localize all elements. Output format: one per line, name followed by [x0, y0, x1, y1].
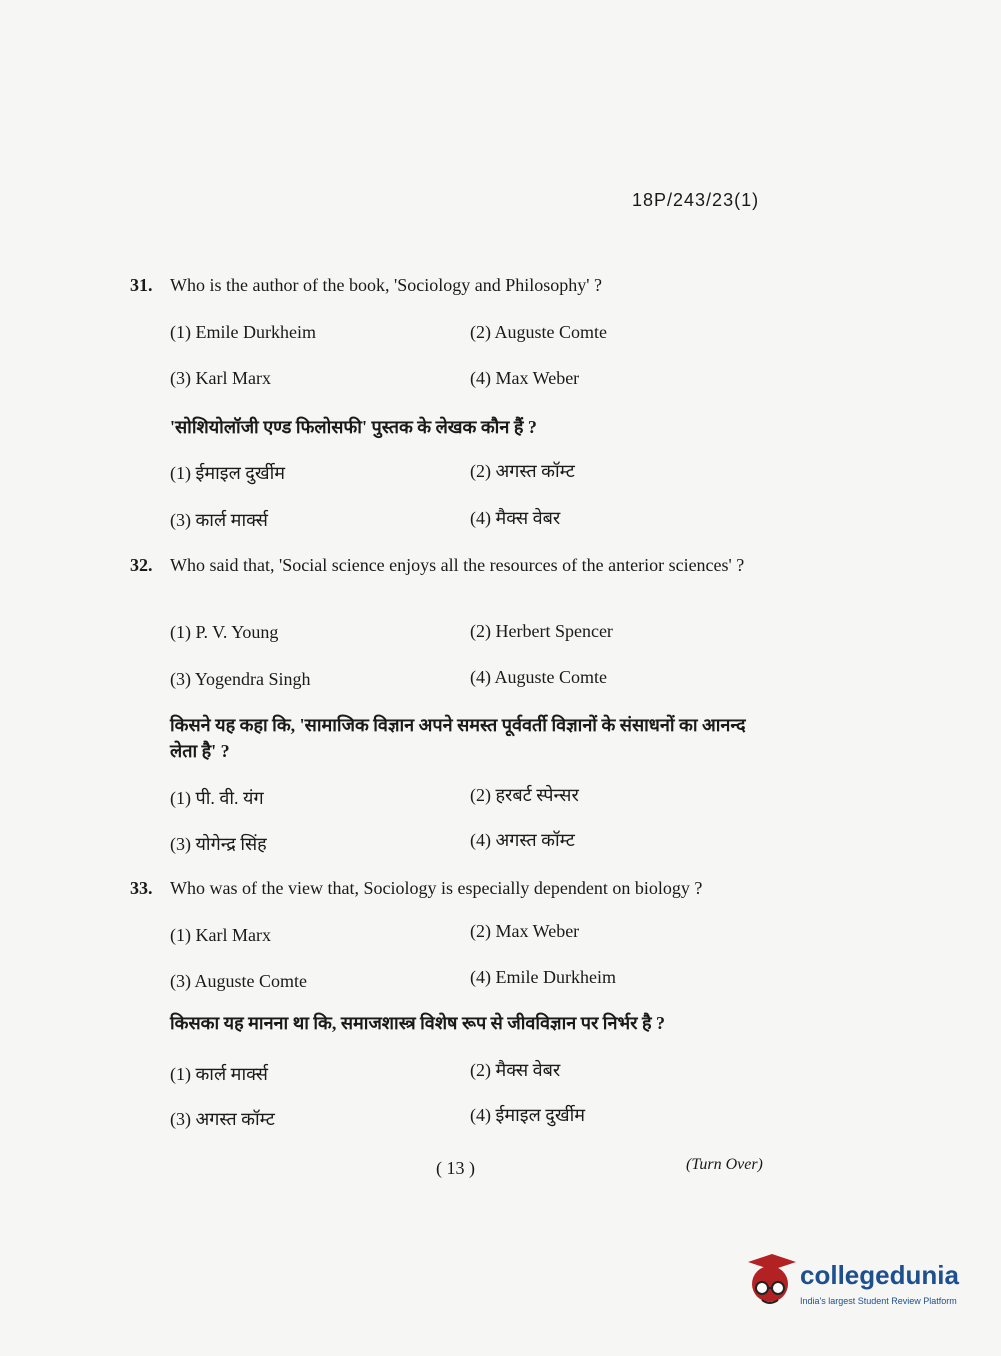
option-en: (3) Yogendra Singh [170, 669, 311, 689]
option-en: (3) Karl Marx [170, 368, 271, 388]
option-hi: (4) अगस्त कॉम्ट [470, 830, 575, 850]
option-en: (4) Auguste Comte [470, 667, 607, 687]
option-hi: (3) कार्ल मार्क्स [170, 510, 268, 530]
option-hi: (1) ईमाइल दुर्खीम [170, 463, 286, 483]
question-33 [130, 875, 770, 901]
option-en: (3) Auguste Comte [170, 971, 307, 991]
option-hi: (4) ईमाइल दुर्खीम [470, 1105, 586, 1125]
question-text-en: Who is the author of the book, 'Sociology and Philosophy' ? [170, 275, 602, 295]
question-text-hi: किसका यह मानना था कि, समाजशास्त्र विशेष रूप से जीवविज्ञान पर निर्भर है ? [170, 1013, 666, 1033]
option-hi: (4) मैक्स वेबर [470, 508, 561, 528]
question-text-hi: किसने यह कहा कि, 'सामाजिक विज्ञान अपने समस्त पूर्ववर्ती विज्ञानों के संसाधनों का आनन्द लेता है' ? [170, 715, 746, 761]
option-en: (1) P. V. Young [170, 622, 279, 642]
question-text-en: Who was of the view that, Sociology is especially dependent on biology ? [170, 878, 703, 898]
option-hi: (2) अगस्त कॉम्ट [470, 461, 575, 481]
question-text-hi: 'सोशियोलॉजी एण्ड फिलोसफी' पुस्तक के लेखक कौन हैं ? [170, 417, 537, 437]
question-number: 32. [130, 555, 153, 575]
question-32 [130, 552, 770, 578]
option-en: (4) Emile Durkheim [470, 967, 616, 987]
question-number: 31. [130, 275, 153, 295]
question-text-en: Who said that, 'Social science enjoys all the resources of the anterior sciences' ? [170, 555, 745, 575]
option-en: (2) Herbert Spencer [470, 621, 613, 641]
question-31 [130, 272, 770, 298]
brand-tagline: India's largest Student Review Platform [800, 1296, 957, 1306]
option-en: (1) Karl Marx [170, 925, 271, 945]
option-hi: (2) हरबर्ट स्पेन्सर [470, 785, 579, 805]
option-en: (2) Max Weber [470, 921, 580, 941]
option-hi: (1) पी. वी. यंग [170, 788, 264, 808]
mascot-icon [742, 1252, 798, 1310]
page-number: ( 13 ) [436, 1158, 475, 1178]
option-hi: (1) कार्ल मार्क्स [170, 1064, 268, 1084]
question-number: 33. [130, 878, 153, 898]
option-en: (4) Max Weber [470, 368, 580, 388]
paper-code: 18P/243/23(1) [632, 190, 760, 210]
turn-over-note: (Turn Over) [686, 1156, 763, 1173]
option-en: (2) Auguste Comte [470, 322, 607, 342]
option-en: (1) Emile Durkheim [170, 322, 316, 342]
collegedunia-logo [742, 1252, 972, 1312]
option-hi: (2) मैक्स वेबर [470, 1060, 561, 1080]
option-hi: (3) अगस्त कॉम्ट [170, 1109, 275, 1129]
brand-name: collegedunia [800, 1260, 959, 1290]
option-hi: (3) योगेन्द्र सिंह [170, 834, 267, 854]
